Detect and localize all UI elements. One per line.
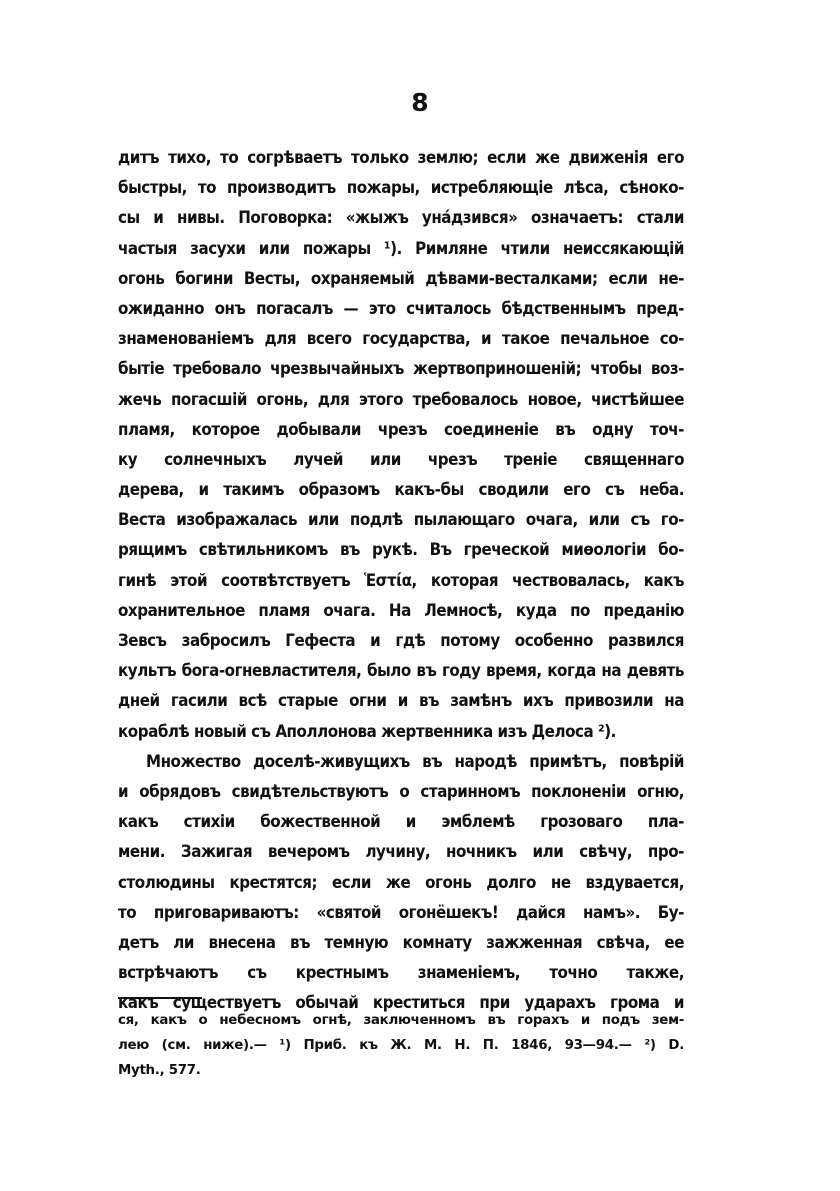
- text-line: охранительное пламя очага. На Лемносѣ, куда по преданію: [118, 599, 684, 620]
- text-line: бытіе требовало чрезвычайныхъ жертвоприношеній; чтобы воз-: [118, 358, 684, 379]
- text-line: Веста изображалась или подлѣ пылающаго очага, или съ го-: [118, 509, 684, 530]
- footnote-divider: [118, 997, 202, 999]
- text-line: то приговариваютъ: «святой огонёшекъ! дайся намъ». Бу-: [118, 901, 684, 922]
- text-line: гинѣ этой соотвѣтствуетъ Ἑστία, которая чествовалась, какъ: [118, 569, 684, 590]
- text-line: и обрядовъ свидѣтельствуютъ о старинномъ поклоненіи огню,: [118, 780, 684, 801]
- text-line: рящимъ свѣтильникомъ въ рукѣ. Въ греческой миѳологіи бо-: [118, 539, 684, 560]
- text-line: пламя, которое добывали чрезъ соединеніе въ одну точ-: [118, 418, 684, 439]
- text-line: дитъ тихо, то согрѣваетъ только землю; если же движенія его: [118, 147, 684, 167]
- text-line: ожиданно онъ погасалъ — это считалось бѣдственнымъ пред-: [118, 297, 684, 318]
- text-line: какъ существуетъ обычай креститься при ударахъ грома и: [118, 992, 684, 1013]
- text-line: встрѣчаютъ съ крестнымъ знаменіемъ, точно также,: [118, 962, 684, 983]
- text-line: детъ ли внесена въ темную комнату зажженная свѣча, ее: [118, 931, 684, 952]
- text-line: кораблѣ новый съ Аполлонова жертвенника изъ Делоса ²).: [118, 720, 616, 741]
- text-line: жечь погасшій огонь, для этого требовалось новое, чистѣйшее: [118, 388, 684, 409]
- text-line: дерева, и такимъ образомъ какъ-бы сводили его съ неба.: [118, 479, 684, 500]
- text-line: столюдины крестятся; если же огонь долго не вздувается,: [118, 871, 684, 892]
- paragraph-start-line: Множество доселѣ-живущихъ въ народѣ примѣтъ, повѣрій: [146, 750, 684, 771]
- footnotes: [118, 1008, 684, 1083]
- page-number: 8: [411, 88, 429, 117]
- text-line: знаменованіемъ для всего государства, и такое печальное со-: [118, 328, 684, 349]
- body-text: [118, 142, 684, 1017]
- text-line: огонь богини Весты, охраняемый дѣвами-весталками; если не-: [118, 267, 684, 288]
- footnote-line: Myth., 577.: [118, 1063, 201, 1078]
- text-line: дней гасили всѣ старые огни и въ замѣнъ ихъ привозили на: [118, 690, 684, 711]
- text-line: быстры, то производитъ пожары, истребляющіе лѣса, сѣноко-: [118, 177, 684, 198]
- text-line: сы и нивы. Поговорка: «жыжъ уна́дзився» означаетъ: стали: [118, 207, 684, 228]
- footnote-line: ся, какъ о небесномъ огнѣ, заключенномъ въ горахъ и подъ зем-: [118, 1013, 684, 1028]
- text-line: культъ бога-огневластителя, было въ году время, когда на девять: [118, 660, 684, 681]
- footnote-line: лею (см. ниже).— ¹) Приб. къ Ж. М. Н. П. 1846, 93—94.— ²) D.: [118, 1038, 684, 1053]
- text-line: мени. Зажигая вечеромъ лучину, ночникъ или свѣчу, про-: [118, 841, 684, 862]
- text-line: ку солнечныхъ лучей или чрезъ треніе священнаго: [118, 448, 684, 469]
- text-line: Зевсъ забросилъ Гефеста и гдѣ потому особенно развился: [118, 630, 684, 650]
- text-line: частыя засухи или пожары ¹). Римляне чтили неиссякающій: [118, 237, 684, 258]
- text-line: какъ стихіи божественной и эмблемѣ грозоваго пла-: [118, 811, 684, 832]
